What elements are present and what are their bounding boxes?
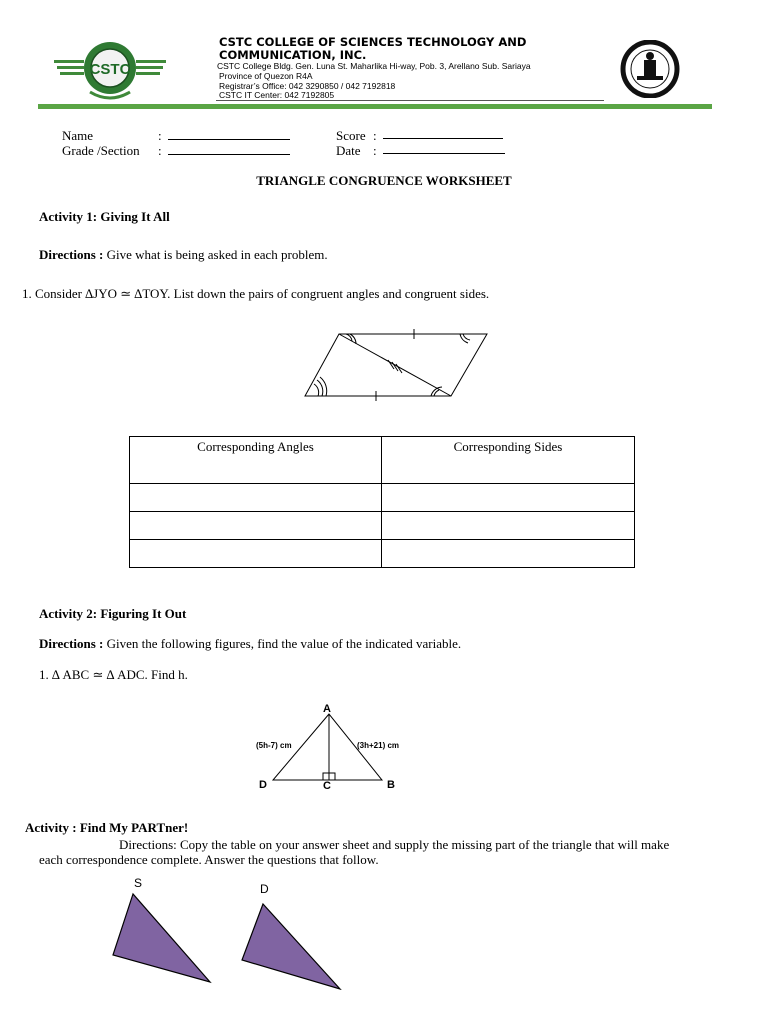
table-header-sides: Corresponding Sides <box>382 437 635 484</box>
date-label: Date <box>336 143 361 158</box>
worksheet-title: TRIANGLE CONGRUENCE WORKSHEET <box>256 173 512 188</box>
green-divider <box>38 104 712 109</box>
school-address: CSTC College Bldg. Gen. Luna St. Maharlika Hi-way, Pob. 3, Arellano Sub. Sariaya <box>217 61 531 71</box>
it-center-phone: CSTC IT Center: 042 7192805 <box>219 90 335 100</box>
seal-logo <box>617 40 683 98</box>
side-ad-label: (5h-7) cm <box>256 741 292 750</box>
table-cell[interactable] <box>382 540 635 568</box>
table-header-angles: Corresponding Angles <box>130 437 382 484</box>
triangle-d-label: D <box>260 882 269 896</box>
table-cell[interactable] <box>382 484 635 512</box>
activity3-title: Activity : Find My PARTner! <box>25 820 189 835</box>
activity3-directions-line2: each correspondence complete. Answer the questions that follow. <box>39 852 379 867</box>
vertex-c-label: C <box>323 780 331 792</box>
cstc-logo <box>54 38 166 102</box>
school-province: Province of Quezon R4A <box>219 71 313 81</box>
table-cell[interactable] <box>130 484 382 512</box>
activity1-title: Activity 1: Giving It All <box>39 209 170 224</box>
triangle-s-label: S <box>134 876 143 890</box>
grade-label: Grade /Section <box>62 143 140 158</box>
triangle-d <box>242 904 340 989</box>
parallelogram-figure <box>300 325 492 405</box>
correspondence-table <box>129 436 635 568</box>
activity1-problem1: 1. Consider ∆JYO ≃ ∆TOY. List down the pairs of congruent angles and congruent sides. <box>22 286 490 301</box>
score-label: Score <box>336 128 366 143</box>
table-cell[interactable] <box>382 512 635 540</box>
date-blank[interactable] <box>383 141 505 159</box>
name-label: Name <box>62 128 94 143</box>
activity2-title: Activity 2: Figuring It Out <box>39 606 187 621</box>
table-cell[interactable] <box>130 512 382 540</box>
activity1-directions: Directions : Give what is being asked in each problem. <box>39 247 328 262</box>
registrar-phone: Registrar’s Office: 042 3290850 / 042 7192818 <box>219 81 396 91</box>
logo-text: CSTC <box>89 61 131 78</box>
header-rule <box>216 100 604 101</box>
vertex-b-label: B <box>387 779 395 791</box>
grade-blank[interactable] <box>168 142 290 160</box>
side-ab-label: (3h+21) cm <box>357 741 400 750</box>
vertex-d-label: D <box>259 779 267 791</box>
activity2-directions: Directions : Given the following figures, find the value of the indicated variable. <box>39 636 462 651</box>
vertex-a-label: A <box>323 703 331 715</box>
school-name: CSTC COLLEGE OF SCIENCES TECHNOLOGY AND COMMUNICATION, INC. <box>219 35 527 62</box>
purple-triangles <box>100 890 360 990</box>
table-cell[interactable] <box>130 540 382 568</box>
activity2-problem1: 1. ∆ ABC ≃ ∆ ADC. Find h. <box>39 667 188 682</box>
triangle-s <box>113 894 210 982</box>
activity3-directions-line1: Directions: Copy the table on your answer sheet and supply the missing part of the triangle that will make <box>119 837 670 852</box>
